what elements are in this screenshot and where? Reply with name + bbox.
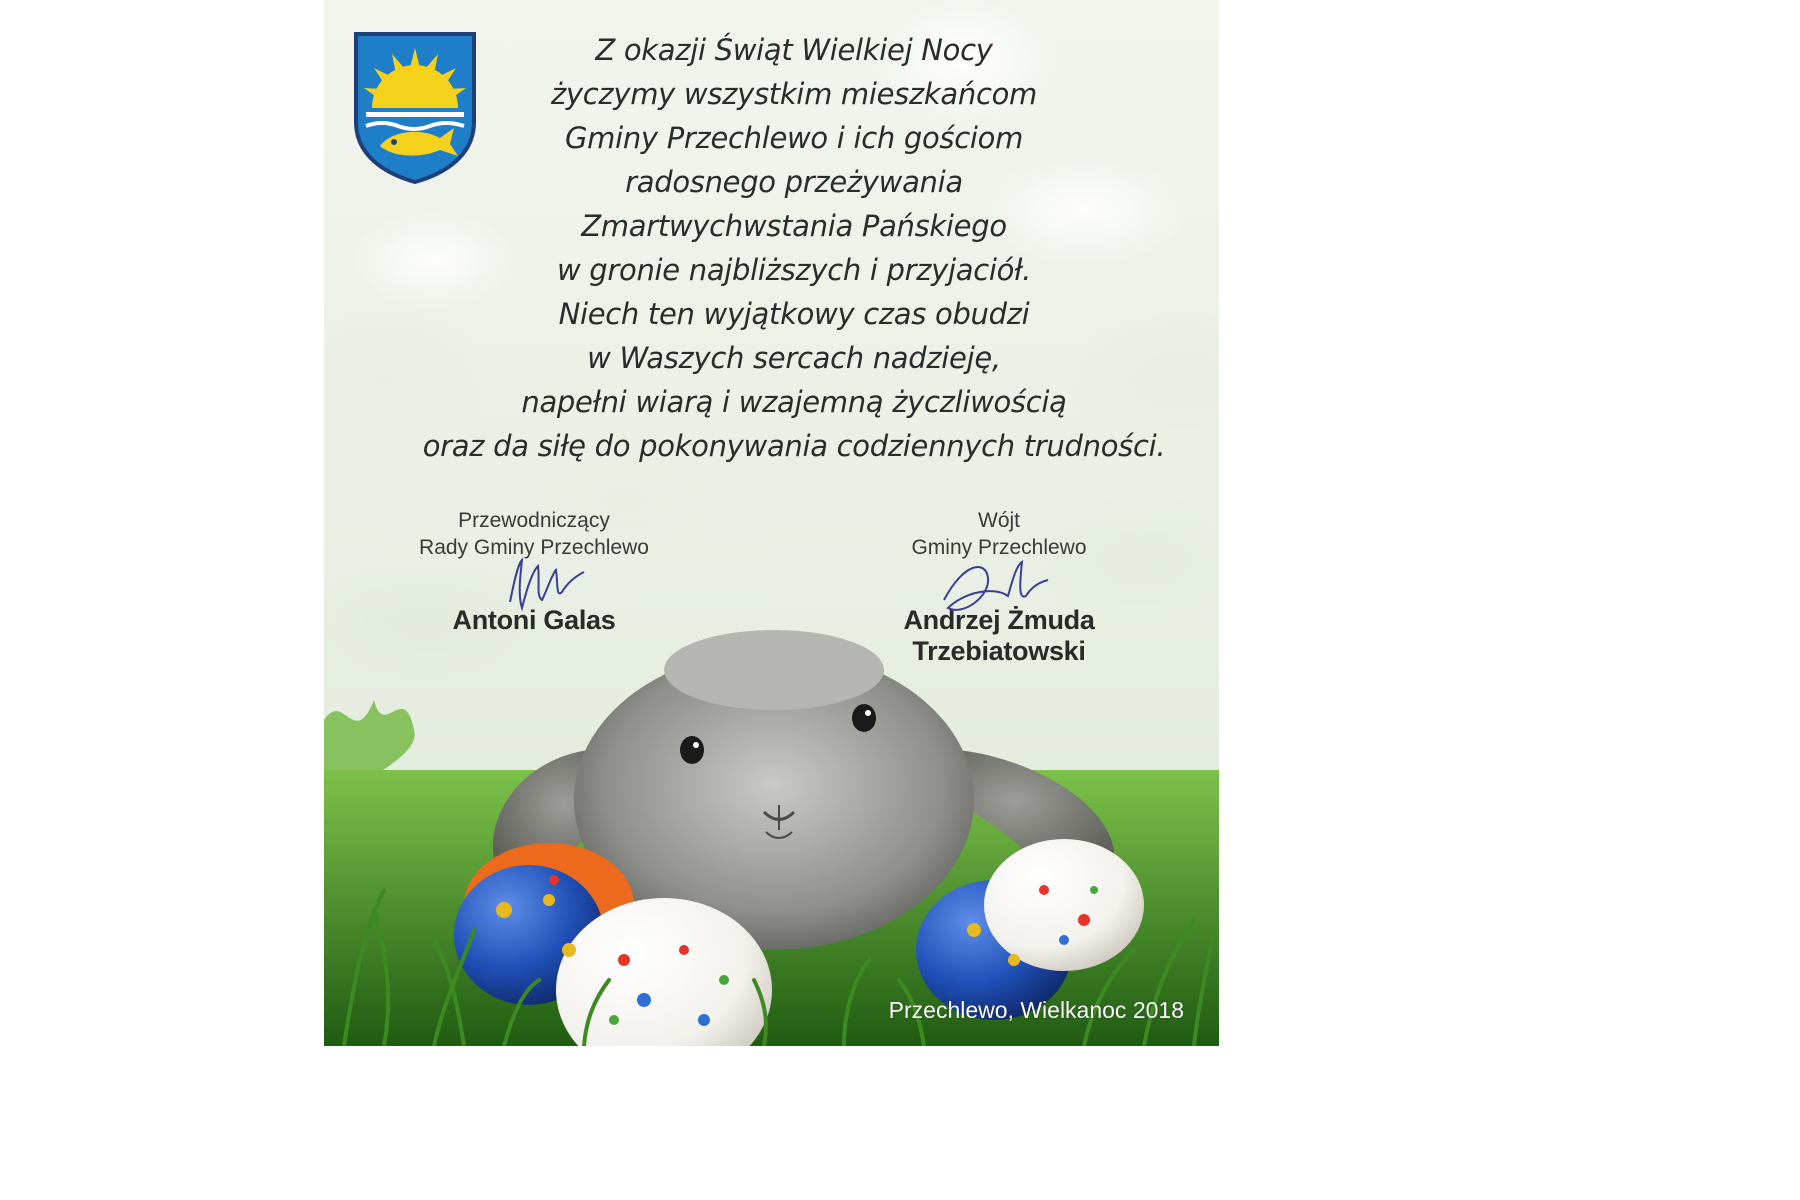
signatory-name: Andrzej Żmuda Trzebiatowski [903,605,1095,666]
greeting-line: Zmartwychwstania Pańskiego [581,209,1007,243]
greeting-line: Gminy Przechlewo i ich gościom [564,121,1024,155]
greeting-line: Z okazji Świąt Wielkiej Nocy [595,33,993,67]
signatory-role: Wójt [978,509,1020,532]
greeting-line: oraz da siłę do pokonywania codziennych trudności. [422,429,1166,463]
easter-greeting-card [324,0,1219,1046]
greeting-line: życzymy wszystkim mieszkańcom [550,77,1037,111]
greeting-line: napełni wiarą i wzajemną życzliwością [521,385,1067,419]
greeting-line: Niech ten wyjątkowy czas obudzi [558,297,1030,331]
signatory-name: Antoni Galas [452,605,616,635]
bunny-easter-eggs-illustration [324,600,1219,1046]
greeting-line: radosnego przeżywania [625,165,963,199]
signatory-role: Przewodniczący [458,509,610,532]
signatory-role: Rady Gminy Przechlewo [419,536,649,559]
greeting-line: w Waszych sercach nadzieję, [587,341,1001,375]
greeting-text [364,28,1219,468]
greeting-line: w gronie najbliższych i przyjaciół. [556,253,1032,287]
signatory-role: Gminy Przechlewo [911,536,1087,559]
place-and-date: Przechlewo, Wielkanoc 2018 [888,997,1184,1023]
